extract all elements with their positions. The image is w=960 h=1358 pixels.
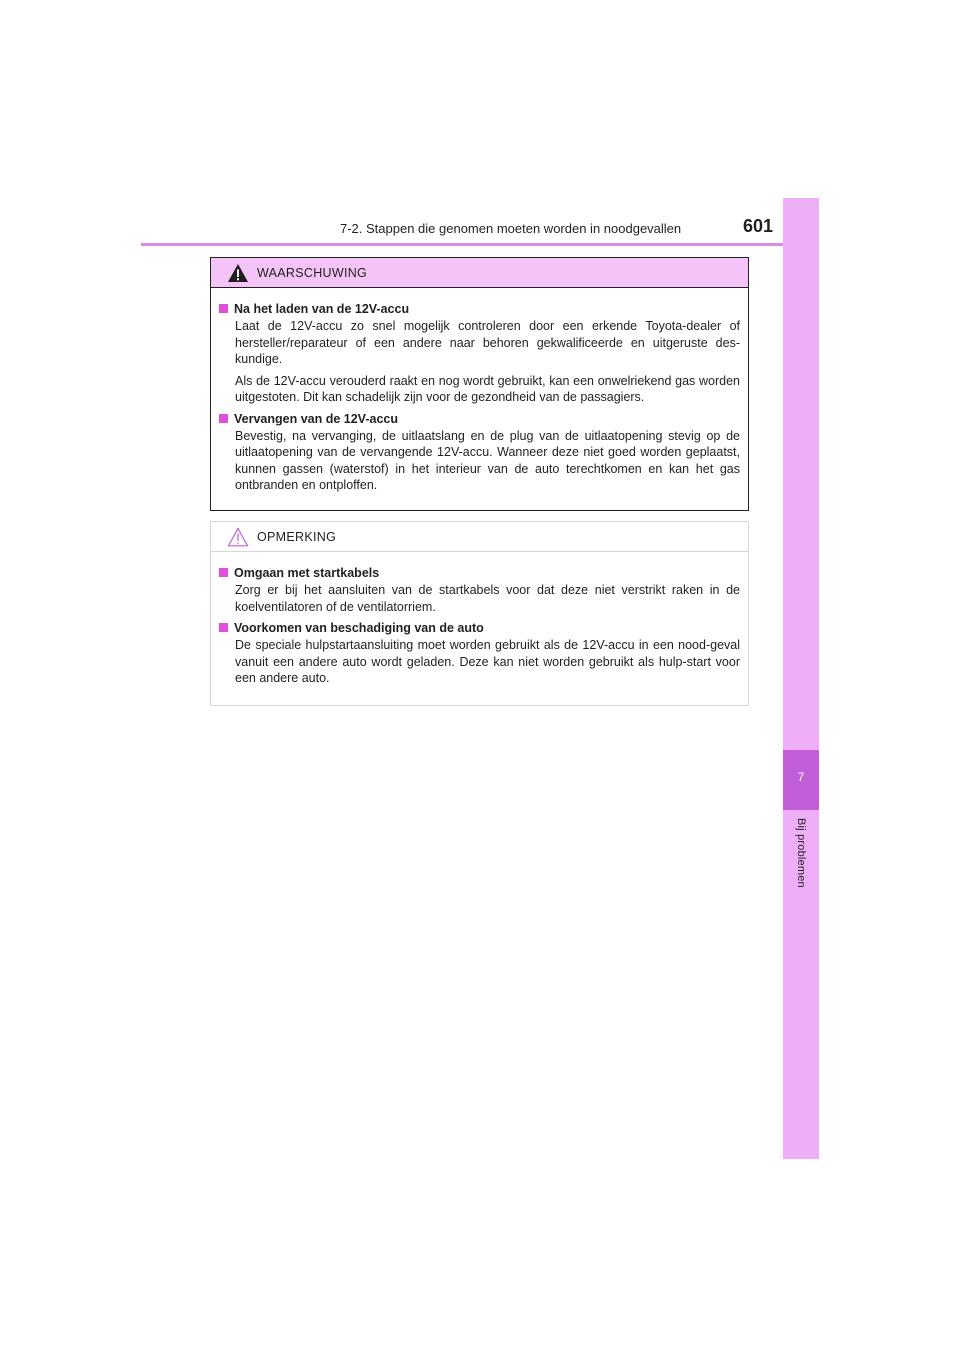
page-number: 601 xyxy=(743,216,774,236)
warning-triangle-filled-icon xyxy=(227,263,249,283)
section-paragraph: De speciale hulpstartaansluiting moet worden gebruikt als de 12V-accu in een nood-geval vanuit een andere auto wordt geladen. Deze kan niet worden gebruikt als hulp-start voor een andere auto. xyxy=(235,638,740,685)
side-tab-chapter-label: Bij problemen xyxy=(795,818,807,888)
notice-section-2 xyxy=(219,620,740,687)
section-title-text: Omgaan met startkabels xyxy=(234,566,380,580)
bullet-square xyxy=(219,414,228,423)
notice-box xyxy=(210,521,749,706)
notice-box-body xyxy=(211,552,748,687)
section-title-text: Na het laden van de 12V-accu xyxy=(234,302,410,316)
bullet-square xyxy=(219,623,228,632)
warning-section-2 xyxy=(219,411,740,494)
warning-section-1 xyxy=(219,301,740,406)
section-paragraph: Bevestig, na vervanging, de uitlaatslang en de plug van de uitlaatopening stevig op de uitlaatopening van de vervangende 12V-accu. Wanneer deze niet goed worden geplaatst, kunnen gassen (waterstof) in het interieur van de auto terechtkomen en kan het gas ontbranden en ontploffen. xyxy=(235,428,740,492)
section-paragraph: Zorg er bij het aansluiten van de startkabels voor dat deze niet verstrikt raken in de koelventilatoren of de ventilatorriem. xyxy=(235,583,740,614)
notice-section-1-title xyxy=(219,565,740,582)
bullet-square xyxy=(219,568,228,577)
header-rule xyxy=(141,243,819,246)
side-tab-chapter-number: 7 xyxy=(783,750,819,810)
side-tab-top xyxy=(783,198,819,750)
section-title-text: Voorkomen van beschadiging van de auto xyxy=(234,621,484,635)
warning-box-title: WAARSCHUWING xyxy=(257,265,368,280)
notice-section-1 xyxy=(219,565,740,615)
bullet-square xyxy=(219,304,228,313)
caution-triangle-outline-icon xyxy=(227,527,249,547)
notice-box-header xyxy=(211,522,748,552)
warning-box-body xyxy=(211,288,748,494)
section-paragraph: Als de 12V-accu verouderd raakt en nog wordt gebruikt, kan een onwelriekend gas worden uitgestoten. Dit kan schadelijk zijn voor de gezondheid van de passagiers. xyxy=(235,373,740,404)
page-header-section-title: 7-2. Stappen die genomen moeten worden in noodgevallen xyxy=(340,221,682,236)
warning-box-header xyxy=(211,258,748,288)
section-paragraph: Laat de 12V-accu zo snel mogelijk controleren door een erkende Toyota-dealer of hersteller/reparateur of een andere naar behoren gekwalificeerde en uitgeruste des-kundige. xyxy=(235,319,740,366)
section-title-text: Vervangen van de 12V-accu xyxy=(234,411,398,426)
warning-section-2-title xyxy=(219,411,740,428)
warning-section-1-title xyxy=(219,301,740,318)
notice-box-title: OPMERKING xyxy=(257,529,337,544)
warning-box xyxy=(210,257,749,511)
notice-section-2-title xyxy=(219,620,740,637)
